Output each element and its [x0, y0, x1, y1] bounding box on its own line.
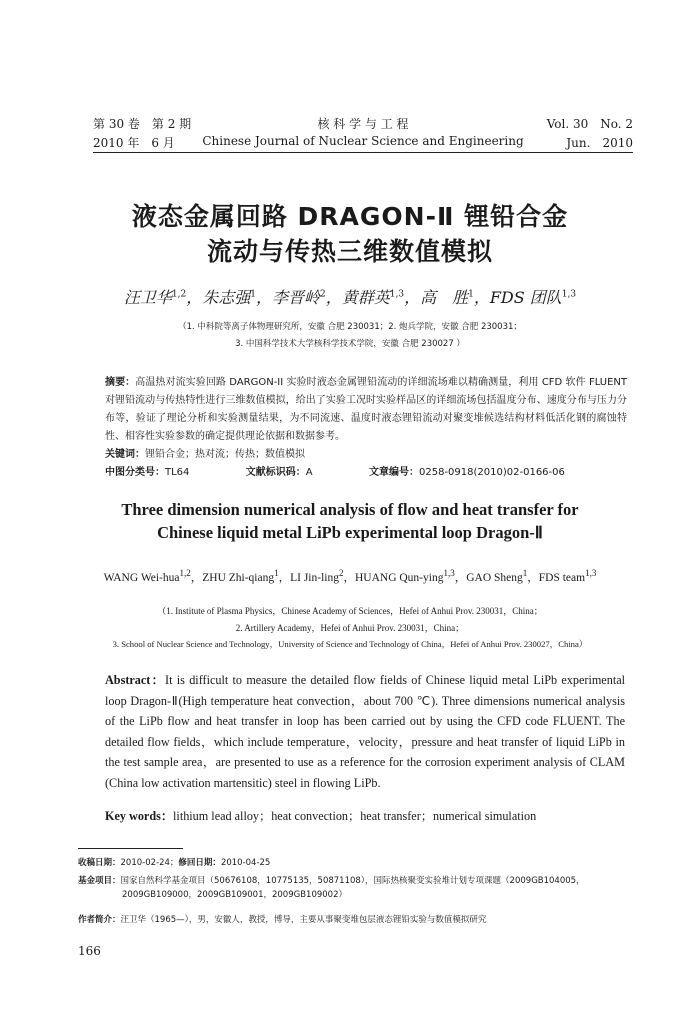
footnote-dates: 收稿日期：2010-02-24；修回日期：2010-04-25 [78, 858, 271, 868]
cn-title-line1: 液态金属回路 DRAGON-Ⅱ 锂铅合金 [131, 202, 569, 231]
en-abstract: Abstract：It is difficult to measure the detailed flow fields of Chinese liquid metal LiPb experimental loop Dragon-Ⅱ(High temperature heat convection，about 700 ℃). Three dimensions numerical analysis of the LiPb flow and heat transfer in loop has been carried out by using the CFD code FLUENT. The detailed flow fields，which include temperature，velocity，pressure and heat transfer of liquid LiPb in the test sample area，are presented to use as a reference for the corrosion experiment analysis of CLAM (China low activation martensitic) steel in flowing LiPb. [105, 673, 625, 790]
en-affiliation-line3: 3. School of Nuclear Science and Technology，University of Science and Technology of China，Hefei of Anhui Prov. 230027，China） [112, 639, 588, 649]
cn-journal-name: 核 科 学 与 工 程 [317, 117, 409, 131]
en-affiliation-line1: （1. Institute of Plasma Physics，Chinese Academy of Sciences，Hefei of Anhui Prov. 230031，China； [157, 606, 543, 616]
journal-header [93, 115, 633, 153]
cn-keywords: 关键词：锂铅合金；热对流；传热；数值模拟 [105, 449, 305, 460]
en-date: Jun. 2010 [566, 136, 633, 150]
en-keywords: Key words：lithium lead alloy；heat convection；heat transfer；numerical simulation [105, 809, 537, 823]
en-authors: WANG Wei-hua$^{1,2}$，ZHU Zhi-qiang$^1$，LI Jin-ling$^2$，HUANG Qun-ying$^{1,3}$，GAO Sheng$^1$，FDS team$^{1,3}$ [103, 568, 597, 584]
page-number: 166 [78, 944, 101, 958]
en-journal-name: Chinese Journal of Nuclear Science and Engineering [202, 134, 524, 148]
en-title-line1: Three dimension numerical analysis of flow and heat transfer for [121, 500, 579, 519]
footnote-author: 作者简介：汪卫华（1965—），男，安徽人，教授，博导，主要从事聚变堆包层液态锂铅实验与数值模拟研究 [78, 915, 487, 925]
footnote-fund: 基金项目：国家自然科学基金项目（50676108，10775135，50871108），国际热核聚变实验堆计划专项课题（2009GB104005， 2009GB109000，2009GB109001，2009GB109002） [78, 876, 585, 900]
en-title-line2: Chinese liquid metal LiPb experimental loop Dragon-Ⅱ [157, 523, 543, 542]
cn-affiliation-line1: （1. 中科院等离子体物理研究所，安徽 合肥 230031；2. 炮兵学院，安徽 合肥 230031； [178, 322, 522, 332]
cn-classification: 中图分类号：TL64 文献标识码：A 文章编号：0258-0918(2010)02-0166-06 [105, 467, 565, 478]
en-affiliation-line2: 2. Artillery Academy，Hefei of Anhui Prov. 230031，China； [235, 623, 465, 633]
cn-volume: 第 30 卷 第 2 期 [93, 117, 192, 131]
footnote-divider [78, 848, 183, 849]
cn-abstract: 摘要：高温热对流实验回路 DARGON-II 实验时液态金属锂铅流动的详细流场难以精确测量，利用 CFD 软件 FLUENT 对锂铅流动与传热特性进行三维数值模拟，给出了实验工况时实验样品区的详细流场包括温度分布、速度分布与压力分布等，验证了理论分析和实验测量结果，为不同流速、温度时液态锂铅流动对聚变堆候选结构材料低活化钢的腐蚀特性、相容性实验参数的确定提供理论依据和数据参考。 [105, 377, 628, 442]
en-volume: Vol. 30 No. 2 [546, 117, 633, 131]
cn-authors: 汪卫华$^{1,2}$，朱志强$^1$，李晋岭$^2$，黄群英$^{1,3}$，高 胜$^1$，FDS 团队$^{1,3}$ [123, 288, 577, 307]
cn-title-line2: 流动与传热三维数值模拟 [206, 237, 493, 266]
header-divider [93, 152, 633, 153]
cn-date: 2010 年 6 月 [93, 136, 175, 150]
cn-affiliation-line2: 3. 中国科学技术大学核科学技术学院，安徽 合肥 230027 ） [235, 339, 465, 349]
